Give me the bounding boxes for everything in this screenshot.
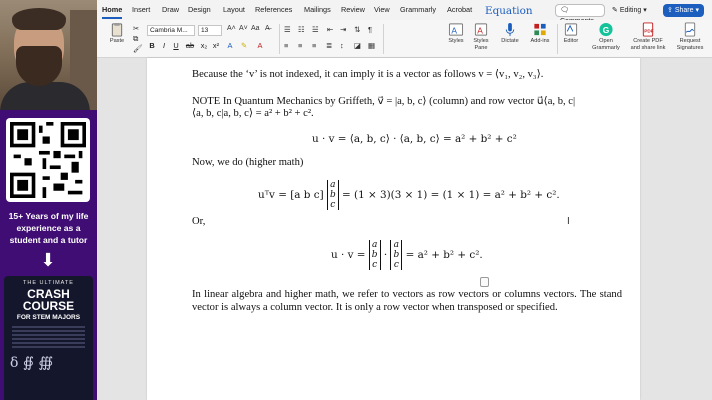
copy-icon[interactable]: ⧉ xyxy=(133,34,139,43)
tab-grammarly[interactable]: Grammarly xyxy=(400,5,437,14)
text-effects-icon[interactable]: A xyxy=(227,41,233,50)
superscript-button[interactable]: x² xyxy=(212,41,220,50)
column-vector-matrix: a b c xyxy=(390,240,402,270)
arrow-down-icon: ⬇ xyxy=(40,250,56,270)
experience-text: 15+ Years of my life experience as a student and a tutor xyxy=(8,211,89,245)
tab-view[interactable]: View xyxy=(374,5,390,14)
qr-code[interactable] xyxy=(6,118,90,202)
book-title: CRASH COURSE xyxy=(22,287,75,313)
chevron-down-icon: ▾ xyxy=(643,7,647,14)
share-button[interactable]: ⇪ Share ▾ xyxy=(663,4,704,17)
editing-button[interactable] xyxy=(612,4,656,17)
svg-text:A: A xyxy=(451,25,457,36)
tab-draw[interactable]: Draw xyxy=(162,5,180,14)
numbering-icon[interactable]: ☷ xyxy=(298,25,305,34)
request-signatures-button[interactable] xyxy=(670,22,710,51)
microphone-icon xyxy=(502,22,518,37)
add-ins-label: Add-ins xyxy=(530,38,550,44)
pdf-icon xyxy=(640,22,656,37)
add-ins-icon xyxy=(532,22,548,37)
justify-icon[interactable]: ≣ xyxy=(326,41,333,50)
pencil-icon: ✎ xyxy=(612,7,618,14)
line-vector-definition: Because the ‘v’ is not indexed, it can imply it is a vector as follows v = ⟨v₁, v₂, v₃⟩. xyxy=(192,69,544,80)
decrease-indent-icon[interactable]: ⇤ xyxy=(327,25,334,34)
underline-button[interactable]: U xyxy=(173,41,179,50)
show-marks-icon[interactable]: ¶ xyxy=(368,25,373,34)
format-painter-icon[interactable]: 🖌 xyxy=(133,44,143,53)
borders-icon[interactable]: ▦ xyxy=(368,41,376,50)
open-grammarly-button[interactable] xyxy=(586,22,626,51)
tab-review[interactable]: Review xyxy=(341,5,365,14)
share-label: Share xyxy=(674,7,694,14)
increase-indent-icon[interactable]: ⇥ xyxy=(340,25,347,34)
tab-acrobat[interactable]: Acrobat xyxy=(447,5,473,14)
highlight-icon[interactable]: ✎ xyxy=(240,41,248,50)
tab-insert[interactable]: Insert xyxy=(132,5,151,14)
paste-label: Paste xyxy=(109,38,125,44)
svg-text:PDF: PDF xyxy=(644,28,654,34)
svg-text:A: A xyxy=(477,25,483,36)
add-ins-button[interactable] xyxy=(527,22,553,45)
font-color-icon[interactable]: A xyxy=(257,41,263,50)
equation-transpose xyxy=(258,180,560,210)
tab-layout[interactable]: Layout xyxy=(223,5,245,14)
tab-home[interactable]: Home xyxy=(102,5,123,14)
ribbon-toolbar xyxy=(97,20,712,58)
document-area xyxy=(97,58,712,400)
promo-sidebar xyxy=(0,0,97,400)
open-grammarly-label: Open Grammarly xyxy=(592,38,620,51)
font-name-select[interactable]: Cambria M... xyxy=(147,25,195,36)
tab-design[interactable]: Design xyxy=(188,5,211,14)
line-quantum-note: NOTE In Quantum Mechanics by Griffeth, v⃗ = |a, b, c⟩ (column) and row vector u⃗⟨a, b, c| xyxy=(192,96,576,107)
sort-icon[interactable]: ⇅ xyxy=(354,25,361,34)
bold-button[interactable]: B xyxy=(149,41,155,50)
cut-icon[interactable]: ✂ xyxy=(133,24,140,33)
signature-icon xyxy=(682,22,698,37)
decrease-font-icon[interactable]: A˅ xyxy=(239,25,248,32)
dictate-label: Dictate xyxy=(501,38,519,44)
styles-pane-icon xyxy=(473,22,489,37)
editing-label: Editing xyxy=(619,7,642,14)
line-or: Or, xyxy=(192,216,206,227)
create-pdf-button[interactable] xyxy=(628,22,668,51)
share-icon: ⇪ xyxy=(667,7,673,14)
italic-button[interactable]: I xyxy=(162,41,166,50)
document-page[interactable] xyxy=(147,58,640,400)
grammarly-icon xyxy=(598,22,614,37)
styles-icon xyxy=(448,22,464,37)
paragraph-row-column-vectors: In linear algebra and higher math, we refer to vectors as row vectors or columns vectors. The stand vector is always a column vector. It is only a row vector when transposed or specified. xyxy=(192,289,622,313)
clipboard-icon xyxy=(109,22,125,37)
editor-icon xyxy=(563,22,579,37)
tab-equation[interactable]: Equation xyxy=(485,5,533,17)
dictate-button[interactable] xyxy=(497,22,523,45)
line-bra-ket: ⟨a, b, c|a, b, c⟩ = a² + b² + c². xyxy=(192,108,314,119)
bullets-icon[interactable]: ☰ xyxy=(284,25,291,34)
word-window xyxy=(97,0,712,400)
create-pdf-label: Create PDF and share link xyxy=(630,38,666,51)
comments-button[interactable] xyxy=(555,4,605,17)
multilevel-list-icon[interactable]: ☱ xyxy=(312,25,319,34)
equation-transpose-lhs: uᵀv = [a b c] xyxy=(258,189,324,201)
paste-options-icon[interactable] xyxy=(480,277,489,287)
book-label: THE ULTIMATE xyxy=(23,280,74,286)
equation-column-dot-lhs: u · v = xyxy=(331,249,366,261)
styles-label: Styles xyxy=(448,38,464,44)
book-symbols: δ ∯ ∰ xyxy=(10,355,54,371)
subscript-button[interactable]: x₂ xyxy=(200,41,208,50)
line-spacing-icon[interactable]: ↕ xyxy=(340,41,344,50)
editor-label: Editor xyxy=(563,38,579,44)
align-center-icon[interactable]: ≡ xyxy=(298,41,303,50)
webcam-feed xyxy=(0,0,97,110)
styles-pane-label: Styles Pane xyxy=(473,38,489,51)
tab-references[interactable]: References xyxy=(255,5,293,14)
equation-column-dot: u · v = a b c · a b c = a² + b² + c². xyxy=(331,240,483,270)
font-size-select[interactable]: 13 xyxy=(198,25,222,36)
editor-button[interactable] xyxy=(559,22,583,45)
change-case-icon[interactable]: Aa xyxy=(251,25,260,32)
strikethrough-button[interactable]: ab xyxy=(185,41,195,50)
align-left-icon[interactable]: ≡ xyxy=(284,41,289,50)
column-vector-matrix: a b c xyxy=(369,240,381,270)
equation-transpose-rhs: = (1 × 3)(3 × 1) = (1 × 1) = a² + b² + c². xyxy=(342,189,560,201)
clear-format-icon[interactable]: A̶ xyxy=(265,25,270,32)
equation-column-dot-rhs: = a² + b² + c². xyxy=(405,249,483,261)
ribbon-tabs xyxy=(97,0,712,20)
qr-code-icon xyxy=(10,122,86,198)
book-cover[interactable] xyxy=(4,276,93,400)
increase-font-icon[interactable]: A˄ xyxy=(227,25,236,32)
comment-icon: 🗨 xyxy=(560,7,569,14)
align-right-icon[interactable]: ≡ xyxy=(312,41,317,50)
styles-pane-button[interactable] xyxy=(469,22,493,51)
equation-dot-product: u · v = ⟨a, b, c⟩ · ⟨a, b, c⟩ = a² + b² + c² xyxy=(312,133,517,145)
book-subtitle: FOR STEM MAJORS xyxy=(16,314,81,321)
request-signatures-label: Request Signatures xyxy=(676,38,704,51)
tab-mailings[interactable]: Mailings xyxy=(304,5,331,14)
paste-button[interactable] xyxy=(105,22,129,45)
line-higher-math: Now, we do (higher math) xyxy=(192,157,304,168)
shading-icon[interactable]: ◪ xyxy=(354,41,362,50)
text-cursor-icon: I xyxy=(567,216,570,227)
svg-text:G: G xyxy=(602,24,610,35)
column-vector-matrix: a b c xyxy=(327,180,339,210)
styles-button[interactable] xyxy=(445,22,467,45)
